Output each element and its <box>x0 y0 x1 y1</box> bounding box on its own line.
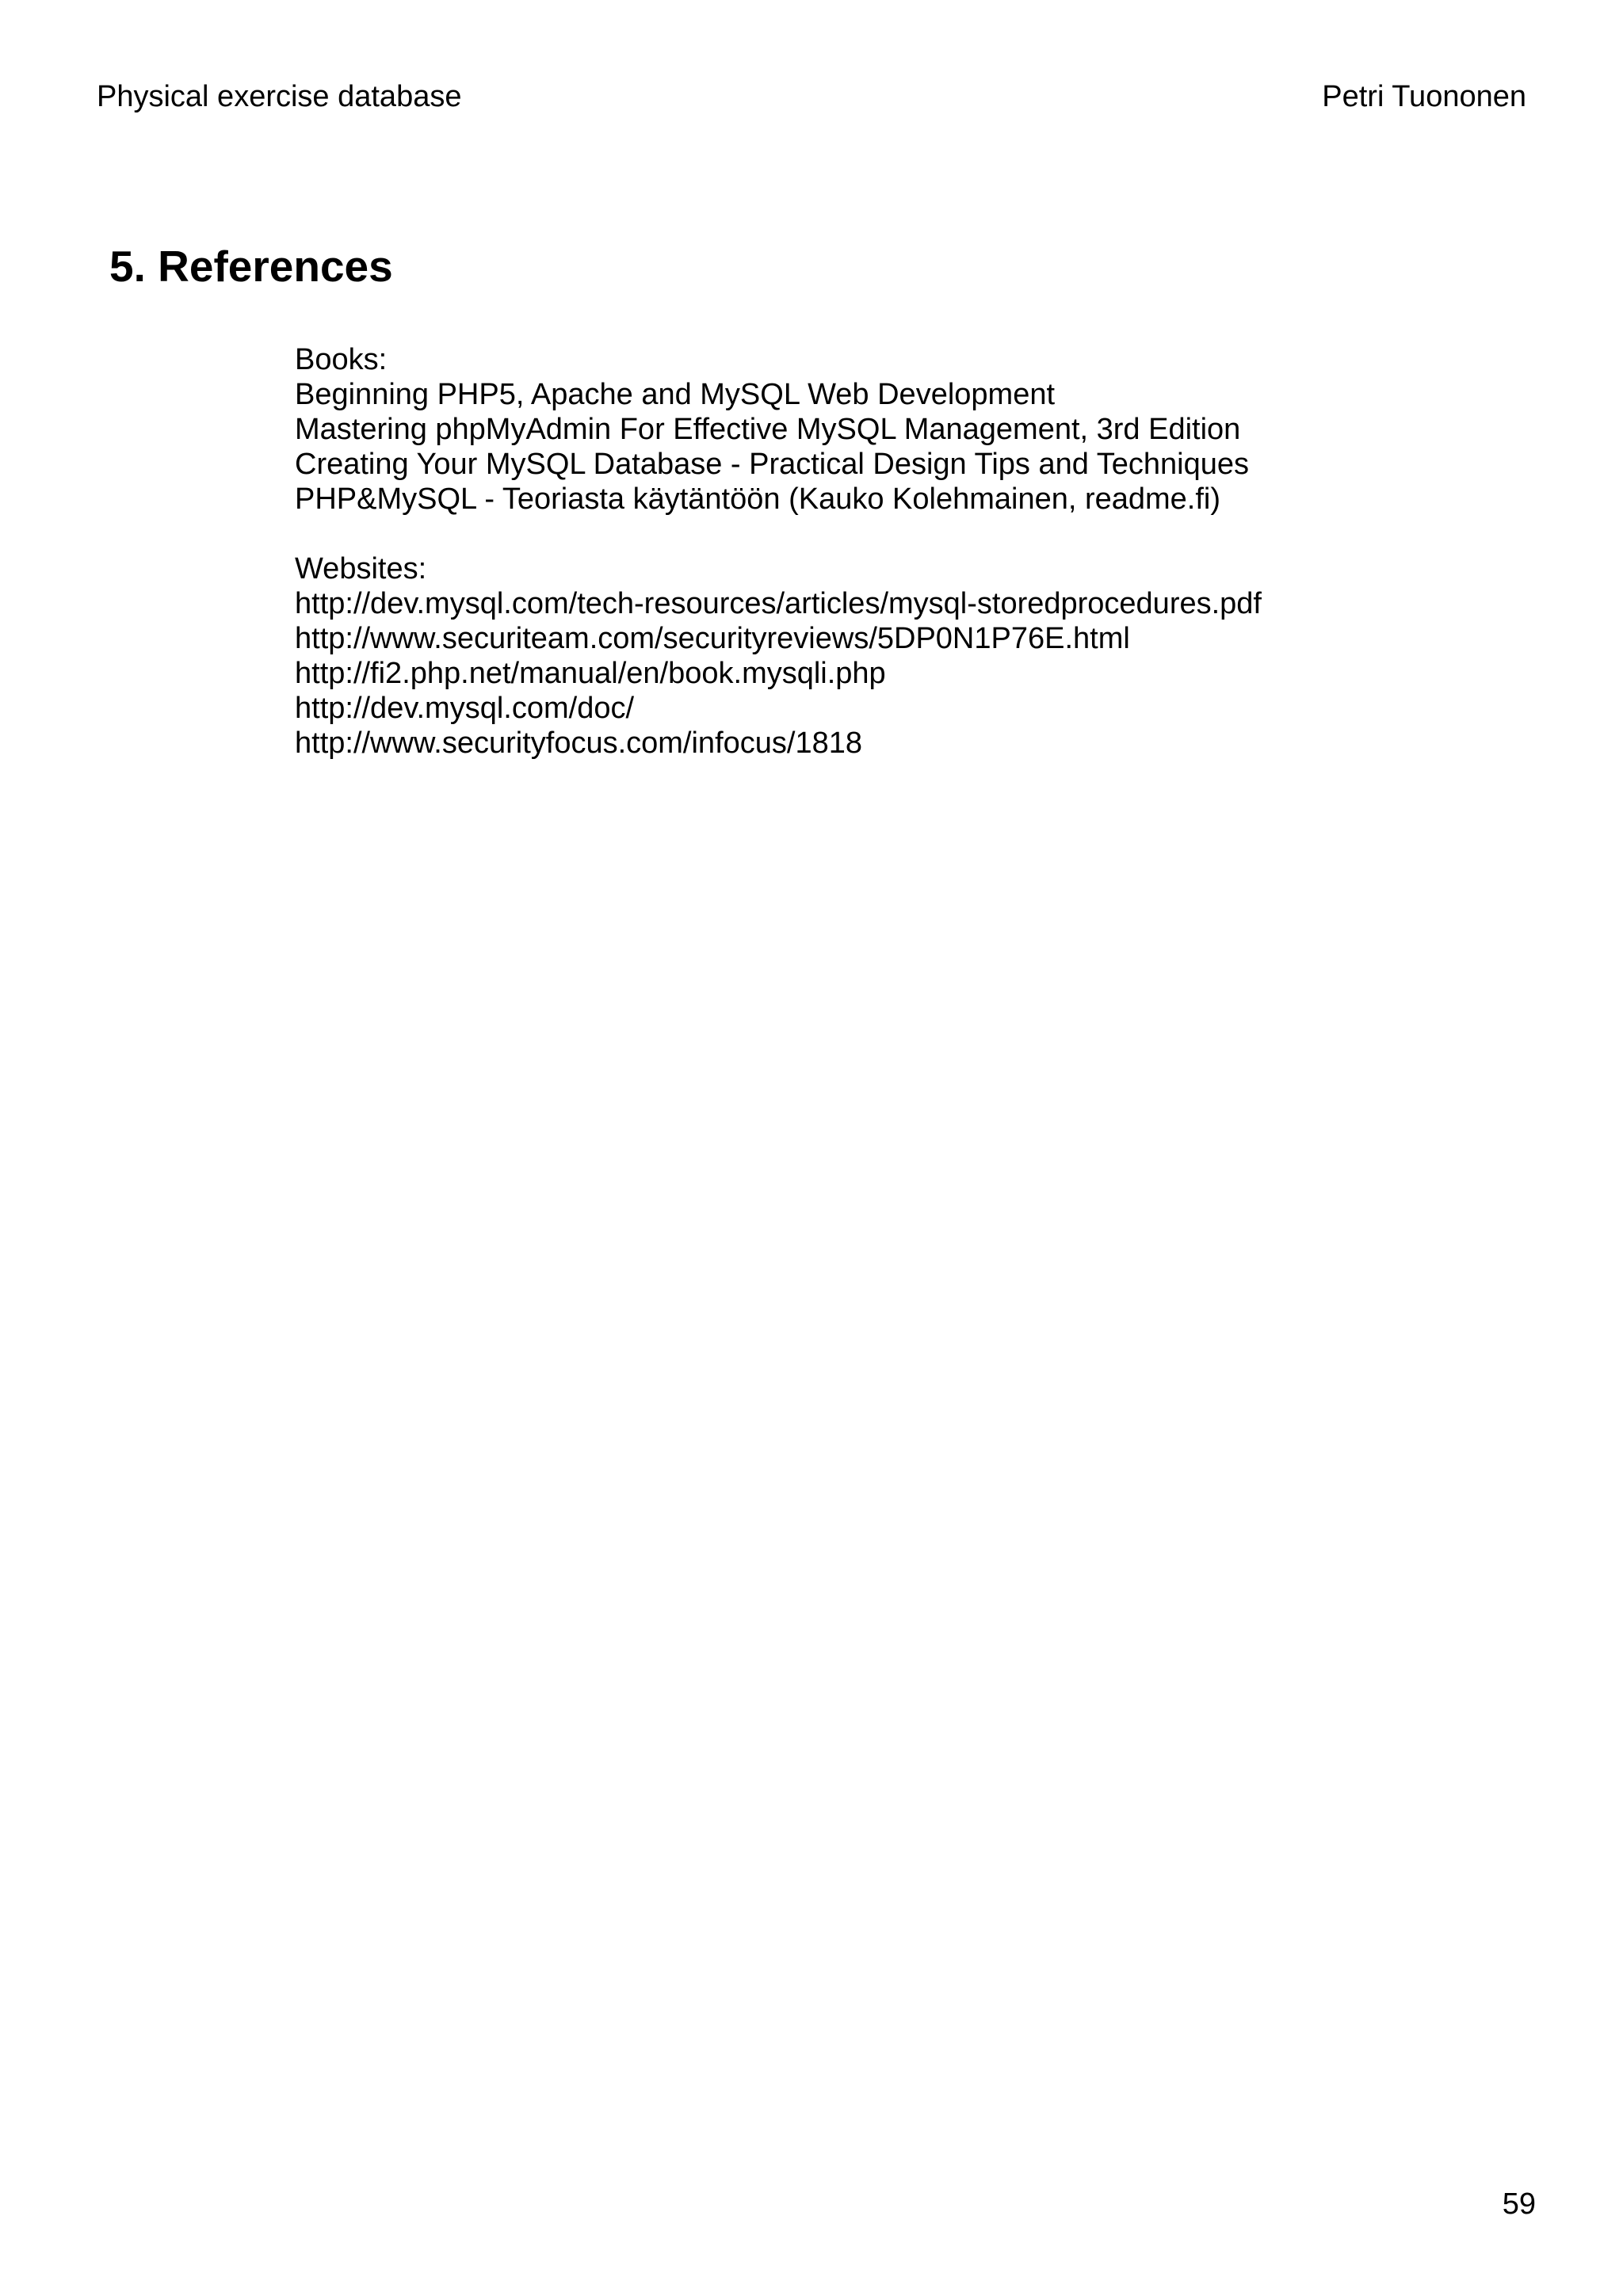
website-item: http://www.securityfocus.com/infocus/1818 <box>295 727 862 760</box>
website-item: http://fi2.php.net/manual/en/book.mysqli.php <box>295 657 886 690</box>
books-label: Books: <box>295 343 388 376</box>
websites-label: Websites: <box>295 552 427 585</box>
book-item: PHP&MySQL - Teoriasta käytäntöön (Kauko Kolehmainen, readme.fi) <box>295 482 1221 516</box>
section-title: 5. References <box>109 242 393 291</box>
references-list <box>295 342 1262 761</box>
book-item: Mastering phpMyAdmin For Effective MySQL Management, 3rd Edition <box>295 413 1241 446</box>
books-group <box>295 342 1262 517</box>
header-document-title: Physical exercise database <box>97 80 462 113</box>
page-number: 59 <box>1502 2187 1536 2221</box>
websites-group <box>295 551 1262 761</box>
book-item: Creating Your MySQL Database - Practical Design Tips and Techniques <box>295 448 1249 481</box>
header-author: Petri Tuononen <box>1322 80 1526 113</box>
website-item: http://dev.mysql.com/doc/ <box>295 692 635 725</box>
website-item: http://dev.mysql.com/tech-resources/articles/mysql-storedprocedures.pdf <box>295 587 1262 620</box>
website-item: http://www.securiteam.com/securityreviews/5DP0N1P76E.html <box>295 622 1130 655</box>
book-item: Beginning PHP5, Apache and MySQL Web Development <box>295 378 1056 411</box>
